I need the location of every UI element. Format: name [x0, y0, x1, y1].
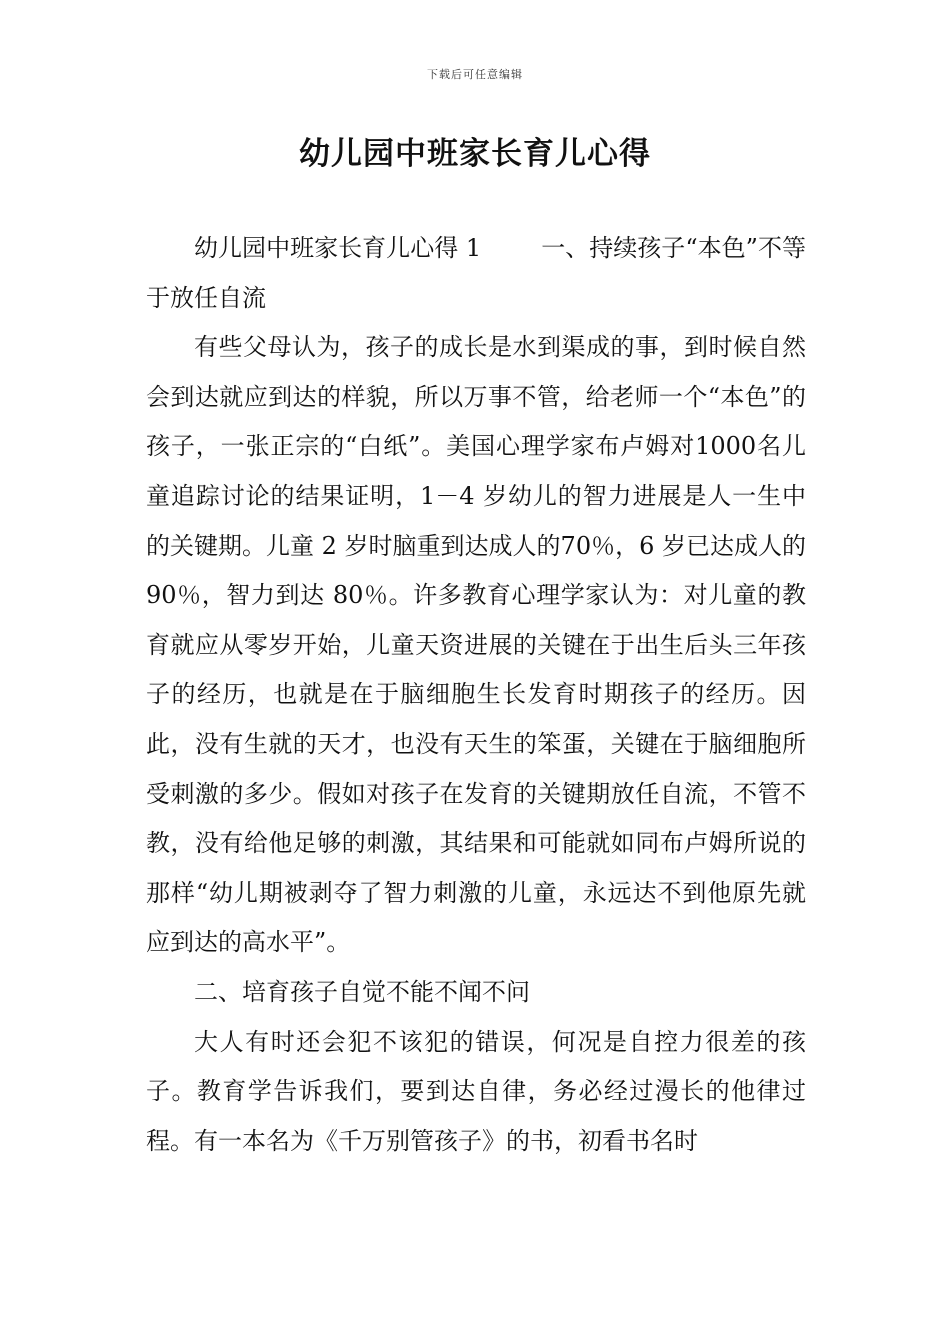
article-label: 幼儿园中班家长育儿心得 1: [194, 234, 482, 262]
section-heading-2: 二、培育孩子自觉不能不闻不问: [194, 977, 530, 1006]
paragraph-intro: [146, 224, 806, 323]
paragraph-1: 有些父母认为，孩子的成长是水到渠成的事，到时候自然会到达就应到达的样貌，所以万事不管，给老师一个“本色”的孩子，一张正宗的“白纸”。美国心理学家布卢姆对1000名儿童追踪讨论的结果证明，1－4 岁幼儿的智力进展是人一生中的关键期。儿童 2 岁时脑重到达成人的70％，6 岁已达成人的 90％，智力到达 80％。许多教育心理学家认为：对儿童的教育就应从零岁开始，儿童天资进展的关键在于出生后头三年孩子的经历，也就是在于脑细胞生长发育时期孩子的经历。因此，没有生就的天才，也没有天生的笨蛋，关键在于脑细胞所受刺激的多少。假如对孩子在发育的关键期放任自流，不管不教，没有给他足够的刺激，其结果和可能就如同布卢姆所说的那样“幼儿期被剥夺了智力刺激的儿童，永远达不到他原先就应到达的高水平”。: [146, 333, 806, 957]
header-note: 下载后可任意编辑: [427, 68, 523, 81]
document-body: [146, 224, 806, 1166]
paragraph-3: 大人有时还会犯不该犯的错误，何况是自控力很差的孩子。教育学告诉我们，要到达自律，务必经过漫长的他律过程。有一本名为《千万别管孩子》的书，初看书名时: [146, 1027, 806, 1155]
document-title: 幼儿园中班家长育儿心得: [299, 136, 651, 172]
section-heading-1: 一、持续孩子“本色”不等于放任自流: [146, 234, 806, 312]
